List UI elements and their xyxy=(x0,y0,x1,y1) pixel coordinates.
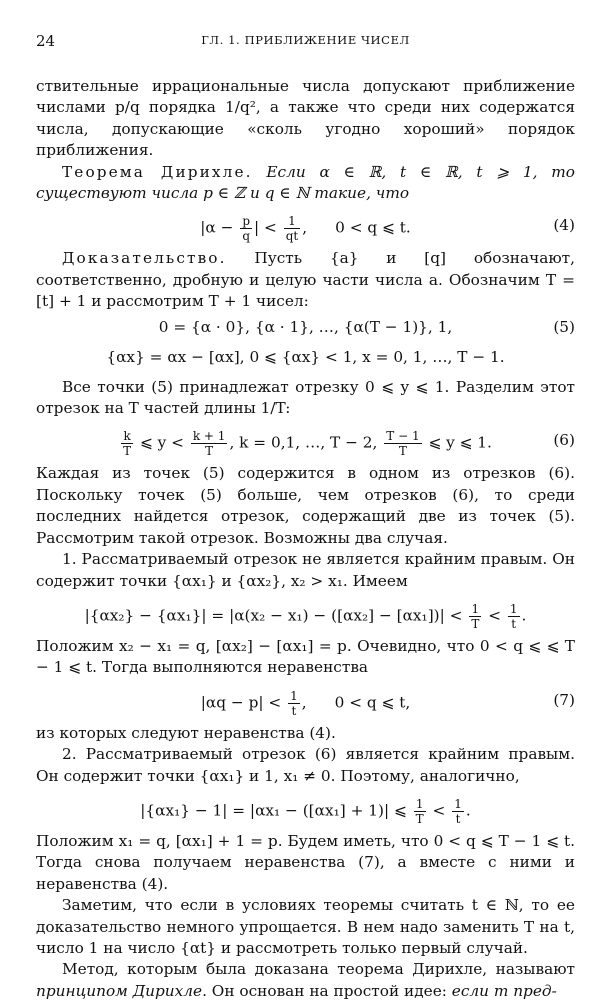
paragraph-set-q-p: Положим x₂ − x₁ = q, [αx₂] − [αx₁] = p. Очевидно, что 0 < q ⩽ ⩽ T − 1 ⩽ t. Тогда выполняются неравенства xyxy=(36,636,575,677)
paragraph-case-2: 2. Рассматриваемый отрезок (6) является крайним правым. Он содержит точки {αx₁} и 1, x₁ ≠ 0. Поэтому, аналогично, xyxy=(36,745,575,785)
theorem-statement xyxy=(36,162,575,205)
equation-6-body: $\frac{k}{T}$ ⩽ y < $\frac{k + 1}{T}$ , k = 0,1, …, T − 2, $\frac{T - 1}{T}$ ⩽ y ⩽ 1. xyxy=(123,429,492,459)
equation-number: (6) xyxy=(553,431,575,450)
equation-5-line-1: 0 = {α · 0}, {α · 1}, …, {α(T − 1)}, 1, (5) xyxy=(36,313,575,343)
equation-5-line-2: {αx} = αx − [αx], 0 ⩽ {αx} < 1, x = 0, 1, …, T − 1. xyxy=(106,347,505,366)
fraction-1-over-qt: $\frac{1}{qt}$ xyxy=(285,214,299,244)
equation-number: (7) xyxy=(553,690,575,709)
paragraph-pigeonhole: Каждая из точек (5) содержится в одном из отрезков (6). Поскольку точек (5) больше, чем отрезков (6), то среди последних найдется отрезок, содержащий две из точек (5). Рассмотрим такой отрезок. Возможны два случая. xyxy=(36,464,575,547)
equation-number: (5) xyxy=(553,317,575,336)
equation-4 xyxy=(36,204,575,248)
paragraph-segment: Все точки (5) принадлежат отрезку 0 ⩽ y ⩽ 1. Разделим этот отрезок на T частей длины 1/T: xyxy=(36,377,575,418)
equation-7: |αq − p| < $\frac{1}{t}$ , 0 < q ⩽ t, (7) xyxy=(200,688,575,718)
equation-number: (4) xyxy=(553,216,575,235)
body-text xyxy=(36,76,575,1002)
equation-6 xyxy=(36,419,575,463)
equation-case-1: |{αx₂} − {αx₁}| = |α(x₂ − x₁) − ([αx₂] − [αx₁])| < $\frac{1}{T}$ < $\frac{1}{t}$ . xyxy=(84,601,527,631)
paragraph-conclusion-1: из которых следуют неравенства (4). xyxy=(36,723,336,742)
paragraph-remark: Заметим, что если в условиях теоремы считать t ∈ ℕ, то ее доказательство немного упрощается. В нем надо заменить T на t, число 1 на число {αt} и рассмотреть только первый случай. xyxy=(36,896,575,957)
paragraph-continuation: ствительные иррациональные числа допускают приближение числами p/q порядка 1/q², а также что среди них содержатся числа, допускающие «сколь угодно хороший» порядок приближения. xyxy=(36,77,575,160)
theorem-body: Если α ∈ ℝ, t ∈ ℝ, t ⩾ 1, то существуют числа p ∈ ℤ и q ∈ ℕ такие, что xyxy=(36,162,576,203)
equation-case-2: |{αx₁} − 1| = |αx₁ − ([αx₁] + 1)| ⩽ $\frac{1}{T}$ < $\frac{1}{t}$ . xyxy=(140,796,471,826)
theorem-label: Теорема Дирихле. xyxy=(62,162,253,181)
proof-label: Доказательство. xyxy=(62,249,227,268)
proof-paragraph xyxy=(36,248,575,312)
paragraph-case-1: 1. Рассматриваемый отрезок не является крайним правым. Он содержит точки {αx₁} и {αx₂}, x₂ > x₁. Имеем xyxy=(36,550,575,590)
page-number: 24 xyxy=(36,32,56,50)
fraction-p-over-q: $\frac{p}{q}$ xyxy=(242,214,250,244)
chapter-title: ГЛ. 1. ПРИБЛИЖЕНИЕ ЧИСЕЛ xyxy=(201,33,410,47)
paragraph-dirichlet-principle: Метод, которым была доказана теорема Дирихле, называют принципом Дирихле. Он основан на простой идее: если m пред- xyxy=(36,960,575,1000)
equation-4-body: |α − $\frac{p}{q}$ | < $\frac{1}{qt}$ , 0 < q ⩽ t. xyxy=(200,214,411,244)
term-dirichlet-principle: принципом Дирихле xyxy=(36,981,203,1000)
paragraph-case-2-conclusion: Положим x₁ = q, [αx₁] + 1 = p. Будем иметь, что 0 < q ⩽ T − 1 ⩽ t. Тогда снова получаем неравенства (7), а вместе с ними и неравенства (4). xyxy=(36,831,575,893)
running-head xyxy=(36,32,575,52)
proof-body: Пусть {a} и [q] обозначают, соответственно, дробную и целую части числа a. Обозначим T = [t] + 1 и рассмотрим T + 1 чисел: xyxy=(36,249,575,311)
